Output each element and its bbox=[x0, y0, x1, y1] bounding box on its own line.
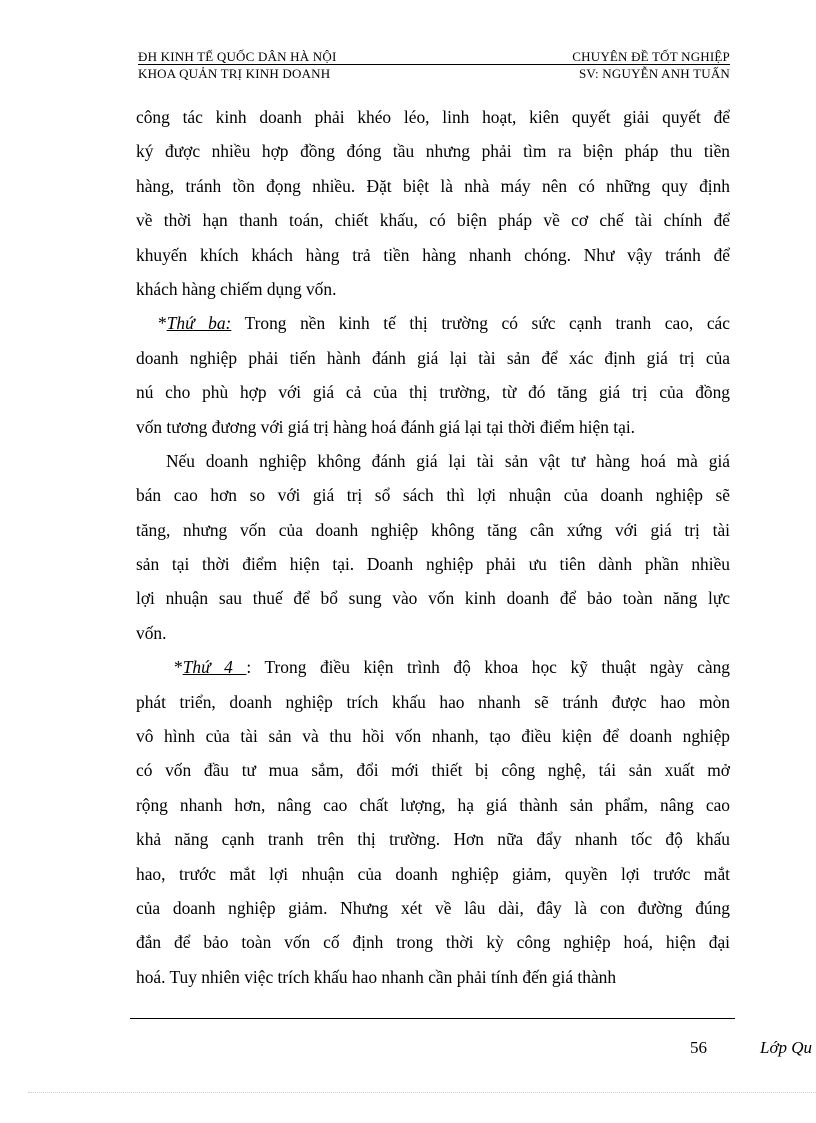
text-line: nú cho phù hợp với giá cả của thị trường, từ đó tăng giá trị của đồng bbox=[136, 382, 730, 403]
paragraph-first-line bbox=[136, 306, 730, 340]
text-line: bán cao hơn so với giá trị sổ sách thì lợi nhuận của doanh nghiệp sẽ bbox=[136, 485, 730, 506]
section-heading: Thứ 4 bbox=[182, 657, 247, 678]
text-line: ký được nhiều hợp đồng đóng tầu nhưng phải tìm ra biện pháp thu tiền bbox=[136, 141, 730, 162]
page-number: 56 bbox=[690, 1038, 707, 1057]
text-line: sản tại thời điểm hiện tại. Doanh nghiệp phải ưu tiên dành phần nhiều bbox=[136, 554, 730, 575]
footer-class-label: Lớp Qu bbox=[760, 1038, 813, 1057]
text-span: Trong nền kinh tế thị trường có sức cạnh tranh cao, các bbox=[231, 313, 730, 334]
text-line: tăng, nhưng vốn của doanh nghiệp không tăng cân xứng với giá trị tài bbox=[136, 519, 730, 540]
dotted-divider bbox=[28, 1092, 816, 1093]
text-line: khuyến khích khách hàng trả tiền hàng nhanh chóng. Như vậy tránh để bbox=[136, 244, 730, 265]
text-line: vốn. bbox=[136, 622, 167, 643]
text-line: đắn để bảo toàn vốn cố định trong thời kỳ công nghiệp hoá, hiện đại bbox=[136, 932, 730, 953]
header-faculty: KHOA QUẢN TRỊ KINH DOANH bbox=[138, 66, 331, 81]
header-top-row bbox=[138, 49, 730, 65]
text-line: rộng nhanh hơn, nâng cao chất lượng, hạ giá thành sản phẩm, nâng cao bbox=[136, 794, 730, 815]
text-line: lợi nhuận sau thuế để bổ sung vào vốn kinh doanh để bảo toàn năng lực bbox=[136, 588, 730, 609]
header-rule bbox=[138, 64, 730, 65]
footer-rule bbox=[130, 1018, 735, 1019]
text-line: doanh nghiệp phải tiến hành đánh giá lại tài sản để xác định giá trị của bbox=[136, 347, 730, 368]
text-line: hao, trước mắt lợi nhuận của doanh nghiệp giảm, quyền lợi trước mắt bbox=[136, 863, 730, 884]
text-line: khách hàng chiếm dụng vốn. bbox=[136, 278, 337, 299]
text-line: có vốn đầu tư mua sắm, đổi mới thiết bị công nghệ, tái sản xuất mở bbox=[136, 760, 730, 781]
text-line: công tác kinh doanh phải khéo léo, linh hoạt, kiên quyết giải quyết để bbox=[136, 107, 730, 127]
text-span: : Trong điều kiện trình độ khoa học kỹ thuật ngày càng bbox=[246, 657, 730, 678]
text-line: về thời hạn thanh toán, chiết khấu, có biện pháp về cơ chế tài chính để bbox=[136, 210, 730, 231]
text-line: hoá. Tuy nhiên việc trích khấu hao nhanh cần phải tính đến giá thành bbox=[136, 966, 617, 987]
text-line: của doanh nghiệp giảm. Nhưng xét về lâu dài, đây là con đường đúng bbox=[136, 897, 730, 918]
text-line: vô hình của tài sản và thu hồi vốn nhanh, tạo điều kiện để doanh nghiệp bbox=[136, 726, 730, 747]
bullet-star: * bbox=[174, 657, 183, 678]
text-line: hàng, tránh tồn đọng nhiều. Đặt biệt là nhà máy nên có những quy định bbox=[136, 175, 730, 196]
bullet-star: * bbox=[158, 313, 167, 334]
header-university: ĐH KINH TẾ QUỐC DÂN HÀ NỘI bbox=[138, 49, 337, 64]
text-line: phát triển, doanh nghiệp trích khấu hao nhanh sẽ tránh được hao mòn bbox=[136, 691, 730, 712]
header-bottom-row bbox=[138, 66, 730, 82]
text-line: Nếu doanh nghiệp không đánh giá lại tài sản vật tư hàng hoá mà giá bbox=[166, 450, 730, 471]
text-line: vốn tương đương với giá trị hàng hoá đánh giá lại tại thời điểm hiện tại. bbox=[136, 416, 636, 437]
header-student: SV: NGUYỄN ANH TUẤN bbox=[578, 66, 730, 81]
paragraph-first-line bbox=[136, 650, 730, 684]
text-line: khả năng cạnh tranh trên thị trường. Hơn nữa đẩy nhanh tốc độ khấu bbox=[136, 829, 730, 850]
section-heading: Thứ ba: bbox=[166, 313, 232, 334]
header-report-type: CHUYÊN ĐỀ TỐT NGHIỆP bbox=[572, 49, 730, 64]
body-text bbox=[136, 100, 730, 994]
